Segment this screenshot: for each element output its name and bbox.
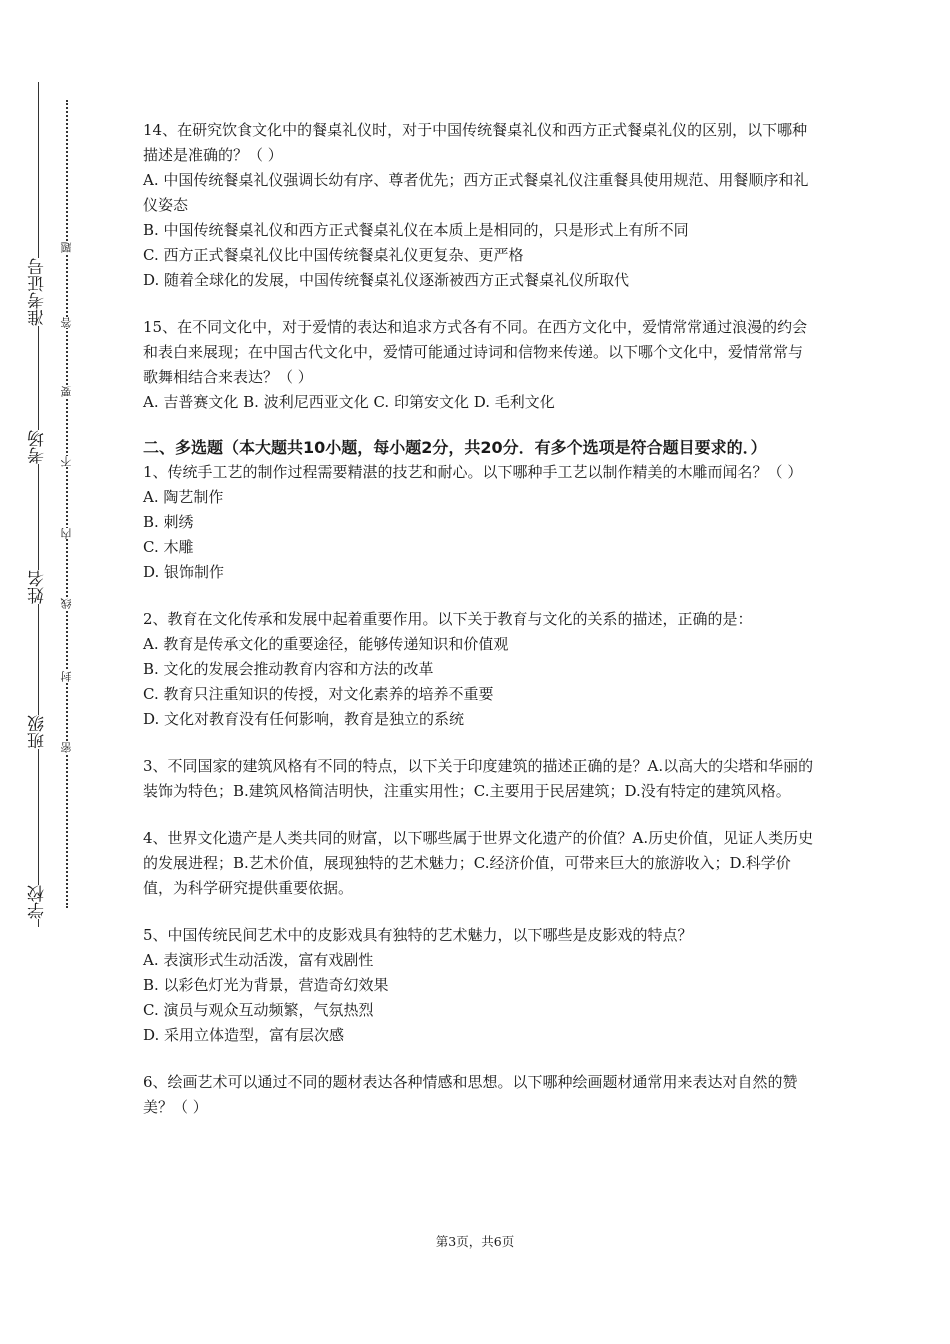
options-line: A. 吉普赛文化 B. 波利尼西亚文化 C. 印第安文化 D. 毛利文化 bbox=[143, 393, 555, 411]
page-content bbox=[143, 118, 815, 1142]
question-m3 bbox=[143, 754, 815, 804]
question-stem: 3、不同国家的建筑风格有不同的特点，以下关于印度建筑的描述正确的是？A.以高大的尖塔和华丽的装饰为特色；B.建筑风格简洁明快，注重实用性；C.主要用于民居建筑；D.没有特定的建筑风格。 bbox=[143, 757, 814, 800]
binding-solid-line bbox=[38, 82, 39, 927]
option-a: A. 陶艺制作 bbox=[143, 488, 224, 506]
option-c: C. 教育只注重知识的传授，对文化素养的培养不重要 bbox=[143, 685, 494, 703]
option-b: B. 刺绣 bbox=[143, 513, 194, 531]
option-b: B. 以彩色灯光为背景，营造奇幻效果 bbox=[143, 976, 389, 994]
question-15 bbox=[143, 315, 815, 415]
seal-char: 封 bbox=[58, 671, 76, 682]
field-exam-room: 考场 bbox=[22, 430, 54, 464]
question-m6 bbox=[143, 1070, 815, 1120]
option-c: C. 演员与观众互动频繁，气氛热烈 bbox=[143, 1001, 374, 1019]
option-d: D. 采用立体造型，富有层次感 bbox=[143, 1026, 345, 1044]
option-d: D. 文化对教育没有任何影响，教育是独立的系统 bbox=[143, 710, 465, 728]
question-m2 bbox=[143, 607, 815, 732]
section-title-multiple-choice: 二、多选题（本大题共10小题，每小题2分，共20分．有多个选项是符合题目要求的．） bbox=[143, 438, 767, 457]
field-school: 学校 bbox=[22, 885, 54, 919]
seal-char: 要 bbox=[58, 386, 76, 397]
option-c: C. 木雕 bbox=[143, 538, 194, 556]
option-c: C. 西方正式餐桌礼仪比中国传统餐桌礼仪更复杂、更严格 bbox=[143, 246, 524, 264]
question-14 bbox=[143, 118, 815, 293]
question-stem: 2、教育在文化传承和发展中起着重要作用。以下关于教育与文化的关系的描述，正确的是： bbox=[143, 610, 753, 628]
question-m5 bbox=[143, 923, 815, 1048]
question-stem: 5、中国传统民间艺术中的皮影戏具有独特的艺术魅力，以下哪些是皮影戏的特点？ bbox=[143, 926, 693, 944]
option-a: A. 中国传统餐桌礼仪强调长幼有序、尊者优先；西方正式餐桌礼仪注重餐具使用规范、用餐顺序和礼仪姿态 bbox=[143, 171, 809, 214]
seal-char: 线 bbox=[58, 598, 76, 609]
option-a: A. 表演形式生动活泼，富有戏剧性 bbox=[143, 951, 374, 969]
field-exam-number: 准考证号 bbox=[22, 258, 54, 326]
seal-dotted-line bbox=[66, 100, 68, 908]
seal-char: 答 bbox=[58, 317, 76, 328]
question-stem: 6、绘画艺术可以通过不同的题材表达各种情感和思想。以下哪种绘画题材通常用来表达对自然的赞美？（ ） bbox=[143, 1073, 798, 1116]
field-class: 班级 bbox=[22, 715, 54, 749]
option-d: D. 银饰制作 bbox=[143, 563, 225, 581]
question-stem: 4、世界文化遗产是人类共同的财富，以下哪些属于世界文化遗产的价值？A.历史价值，见证人类历史的发展进程；B.艺术价值，展现独特的艺术魅力；C.经济价值，可带来巨大的旅游收入；D.科学价值，为科学研究提供重要依据。 bbox=[143, 829, 814, 897]
seal-char: 密 bbox=[58, 742, 76, 753]
seal-char: 不 bbox=[58, 456, 76, 467]
seal-char: 题 bbox=[58, 242, 76, 253]
question-stem: 14、在研究饮食文化中的餐桌礼仪时，对于中国传统餐桌礼仪和西方正式餐桌礼仪的区别，以下哪种描述是准确的？（ ） bbox=[143, 121, 808, 164]
question-stem: 15、在不同文化中，对于爱情的表达和追求方式各有不同。在西方文化中，爱情常常通过浪漫的约会和表白来展现；在中国古代文化中，爱情可能通过诗词和信物来传递。以下哪个文化中，爱情常常与歌舞相结合来表达？（ ） bbox=[143, 318, 808, 386]
question-m1 bbox=[143, 460, 815, 585]
question-m4 bbox=[143, 826, 815, 901]
option-d: D. 随着全球化的发展，中国传统餐桌礼仪逐渐被西方正式餐桌礼仪所取代 bbox=[143, 271, 630, 289]
question-stem: 1、传统手工艺的制作过程需要精湛的技艺和耐心。以下哪种手工艺以制作精美的木雕而闻名？（ ） bbox=[143, 463, 803, 481]
binding-margin bbox=[0, 0, 120, 1344]
option-b: B. 文化的发展会推动教育内容和方法的改革 bbox=[143, 660, 434, 678]
option-b: B. 中国传统餐桌礼仪和西方正式餐桌礼仪在本质上是相同的，只是形式上有所不同 bbox=[143, 221, 689, 239]
seal-char: 内 bbox=[58, 528, 76, 539]
option-a: A. 教育是传承文化的重要途径，能够传递知识和价值观 bbox=[143, 635, 509, 653]
field-name: 姓名 bbox=[22, 570, 54, 604]
page-footer: 第3页，共6页 bbox=[435, 1234, 515, 1249]
